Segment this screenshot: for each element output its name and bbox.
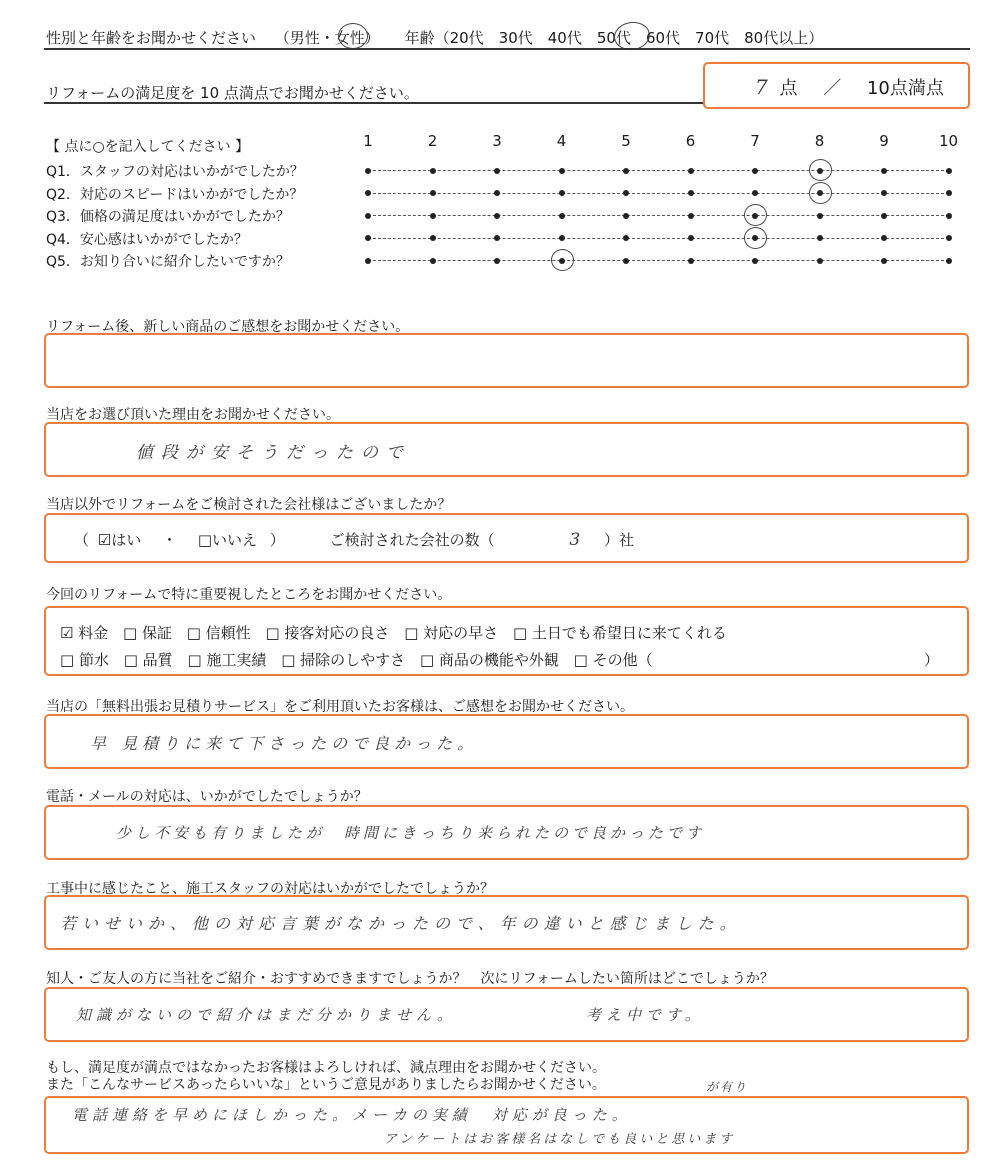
rating-dotted-line — [368, 238, 949, 239]
priority-weekend: □ 土日でも希望日に来てくれる — [512, 624, 727, 642]
reduction-insert-note: が有り — [706, 1080, 749, 1094]
priority-service: □ 接客対応の良さ — [265, 624, 390, 642]
rating-dotted-line — [368, 193, 949, 194]
rating-point[interactable] — [559, 190, 565, 196]
scale-number: 9 — [879, 132, 889, 150]
rating-point[interactable] — [946, 190, 952, 196]
priority-other: □ その他（ — [573, 651, 653, 669]
gender-age-underline — [44, 48, 970, 50]
scale-number: 8 — [814, 132, 825, 150]
gender-circle-mark — [338, 23, 368, 49]
reason-answer: 値段が安そうだったので — [136, 443, 411, 463]
rating-point[interactable] — [494, 258, 500, 264]
rating-point[interactable] — [494, 213, 500, 219]
gender-age-section — [46, 27, 823, 48]
scale-number: 4 — [556, 132, 567, 150]
rating-point[interactable] — [623, 190, 629, 196]
priority-warranty: □ 保証 — [123, 624, 172, 642]
satisfaction-underline — [44, 102, 704, 104]
gender-age-prompt: 性別と年齢をお聞かせください — [46, 29, 257, 47]
gender-options: （男性・女性） — [274, 29, 380, 47]
reduction-answer-1: 電話連絡を早めにほしかった。メーカの実績 対応が良った。 — [72, 1106, 632, 1124]
rating-selected-circle — [809, 159, 832, 181]
rating-point[interactable] — [365, 235, 371, 241]
rating-point[interactable] — [623, 258, 629, 264]
recommend-answer: 知識がないので紹介はまだ分かりません。 — [76, 1006, 457, 1024]
phone-mail-prompt: 電話・メールの対応は、いかがでしたでしょうか？ — [46, 789, 368, 805]
rating-point[interactable] — [365, 168, 371, 174]
estimate-service-answer: 早 見積りに来て下さったので良かった。 — [90, 734, 479, 753]
rating-point[interactable] — [365, 213, 371, 219]
priority-water: □ 節水 — [60, 651, 109, 669]
scale-number: 7 — [750, 132, 760, 150]
rating-point[interactable] — [688, 235, 694, 241]
reduction-prompt-2: また「こんなサービスあったらいいな」というご意見がありましたらお聞かせください。 — [46, 1077, 606, 1093]
priority-track-record: □ 施工実績 — [187, 651, 267, 669]
reduction-prompt-1: もし、満足度が満点ではなかったお客様はよろしければ、減点理由をお聞かせください。 — [46, 1060, 606, 1076]
rating-point[interactable] — [559, 235, 565, 241]
reduction-answer-2: アンケートはお客様名はなしでも良いと思います — [384, 1132, 736, 1147]
phone-mail-answer: 少し不安も有りましたが 時間にきっちり来られたので良かったです — [116, 824, 706, 842]
rating-point[interactable] — [752, 258, 758, 264]
rating-point[interactable] — [752, 168, 758, 174]
rating-point[interactable] — [623, 168, 629, 174]
priority-quality: □ 品質 — [123, 651, 173, 669]
open-paren: （ — [74, 531, 90, 549]
rating-point[interactable] — [881, 258, 887, 264]
rating-point[interactable] — [688, 258, 694, 264]
rating-point[interactable] — [817, 258, 823, 264]
priority-price: ☑ 料金 — [60, 624, 109, 642]
choice-dot: ・ — [162, 531, 178, 549]
phone-mail-box — [44, 805, 969, 860]
no-checkbox: □いいえ — [197, 531, 258, 549]
rating-point[interactable] — [559, 168, 565, 174]
rating-point[interactable] — [817, 213, 823, 219]
recommend-box — [44, 987, 969, 1042]
rating-point[interactable] — [430, 213, 436, 219]
satisfaction-score-box — [703, 62, 970, 109]
rating-point[interactable] — [881, 235, 887, 241]
score-max: 10点満点 — [866, 78, 944, 99]
reason-prompt: 当店をお選び頂いた理由をお聞かせください。 — [46, 407, 340, 423]
rating-point[interactable] — [365, 190, 371, 196]
rating-point[interactable] — [623, 235, 629, 241]
rating-point[interactable] — [946, 168, 952, 174]
rating-instruction: 【 点に○を記入してください 】 — [46, 139, 250, 155]
rating-question-label: Q1．スタッフの対応はいかがでしたか？ — [46, 164, 304, 180]
rating-point[interactable] — [494, 235, 500, 241]
scale-number: 2 — [427, 132, 438, 150]
close-paren: ） — [269, 531, 285, 549]
priority-cleaning: □ 掃除のしやすさ — [281, 651, 406, 669]
rating-dotted-line — [368, 170, 949, 171]
score-unit: 点 — [779, 78, 798, 99]
rating-point[interactable] — [688, 190, 694, 196]
satisfaction-prompt: リフォームの満足度を 10 点満点でお聞かせください。 — [46, 84, 419, 102]
rating-dotted-line — [368, 215, 949, 216]
rating-question-label: Q3．価格の満足度はいかがでしたか？ — [46, 209, 290, 225]
priority-speed: □ 対応の早さ — [404, 624, 499, 642]
estimate-service-prompt: 当店の「無料出張お見積りサービス」をご利用頂いたお客様は、ご感想をお聞かせください。 — [46, 699, 634, 715]
impression-prompt: リフォーム後、新しい商品のご感想をお聞かせください。 — [46, 319, 410, 335]
reason-answer-box — [44, 422, 969, 477]
rating-selected-circle — [809, 182, 832, 204]
yes-checkbox: ☑はい — [97, 531, 142, 549]
priorities-row-2 — [60, 649, 663, 670]
rating-point[interactable] — [752, 190, 758, 196]
score-separator: ／ — [823, 78, 842, 99]
rating-point[interactable] — [817, 235, 823, 241]
construction-box — [44, 895, 969, 950]
next-reform-answer: 考え中です。 — [586, 1006, 705, 1024]
company-count-suffix: ）社 — [604, 531, 635, 549]
estimate-service-box — [44, 714, 969, 769]
recommend-prompt: 知人・ご友人の方に当社をご紹介・おすすめできますでしょうか？ 次にリフォームしたい箇所はどこでしょうか？ — [46, 971, 774, 987]
rating-point[interactable] — [430, 190, 436, 196]
rating-selected-circle — [551, 249, 574, 271]
company-count: 3 — [569, 530, 586, 550]
satisfaction-score: 7 — [755, 75, 768, 99]
rating-question-label: Q4．安心感はいかがでしたか？ — [46, 231, 248, 248]
priority-function: □ 商品の機能や外観 — [419, 651, 559, 669]
rating-point[interactable] — [688, 168, 694, 174]
other-companies-box — [44, 513, 969, 563]
rating-point[interactable] — [494, 190, 500, 196]
impression-answer-box — [44, 333, 969, 388]
scale-number: 5 — [621, 132, 631, 150]
rating-point[interactable] — [946, 235, 952, 241]
rating-point[interactable] — [430, 168, 436, 174]
priority-other-close: ） — [924, 651, 940, 669]
scale-number: 3 — [492, 132, 502, 150]
age-options: 年齢（20代 30代 40代 50代 60代 70代 80代以上） — [404, 29, 824, 47]
construction-prompt: 工事中に感じたこと、施工スタッフの対応はいかがでしたでしょうか？ — [46, 881, 494, 897]
rating-selected-circle — [744, 204, 767, 226]
rating-point[interactable] — [946, 213, 952, 219]
rating-question-label: Q2．対応のスピードはいかがでしたか？ — [46, 186, 304, 203]
rating-point[interactable] — [559, 213, 565, 219]
rating-point[interactable] — [881, 190, 887, 196]
rating-question-label: Q5．お知り合いに紹介したいですか？ — [46, 254, 290, 270]
rating-point[interactable] — [881, 168, 887, 174]
rating-point[interactable] — [430, 258, 436, 264]
priorities-row-1 — [60, 622, 737, 643]
other-companies-prompt: 当店以外でリフォームをご検討された会社様はございましたか？ — [46, 497, 452, 513]
rating-dotted-line — [368, 260, 949, 261]
rating-point[interactable] — [494, 168, 500, 174]
priorities-prompt: 今回のリフォームで特に重要視したところをお聞かせください。 — [46, 587, 452, 603]
rating-point[interactable] — [623, 213, 629, 219]
rating-point[interactable] — [365, 258, 371, 264]
rating-selected-circle — [744, 227, 767, 249]
rating-point[interactable] — [946, 258, 952, 264]
rating-point[interactable] — [430, 235, 436, 241]
rating-point[interactable] — [688, 213, 694, 219]
rating-point[interactable] — [881, 213, 887, 219]
company-count-label: ご検討された会社の数（ — [329, 531, 495, 549]
scale-number: 6 — [685, 132, 696, 150]
priorities-box — [44, 606, 969, 676]
priority-reliability: □ 信頼性 — [186, 624, 251, 642]
scale-number: 1 — [363, 132, 373, 150]
construction-answer: 若いせいか、他の対応言葉がなかったので、年の違いと感じました。 — [60, 914, 742, 933]
scale-number: 10 — [938, 132, 959, 150]
